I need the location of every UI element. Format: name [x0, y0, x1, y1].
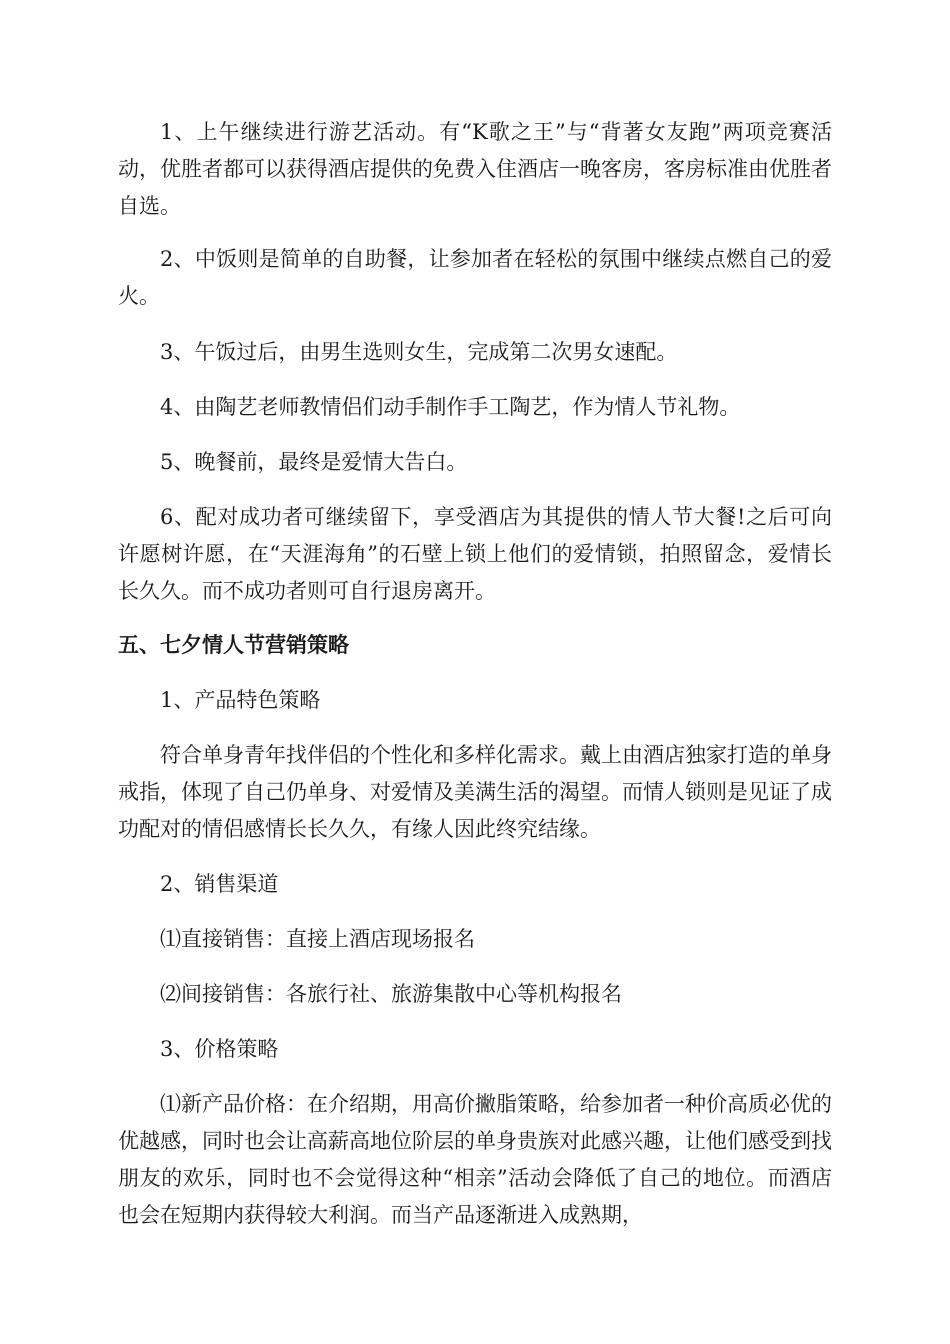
- price-strategy-title: 3、价格策略: [160, 1037, 279, 1061]
- activity-item-5: 5、晚餐前，最终是爱情大告白。: [160, 450, 468, 474]
- sales-channel-direct: ⑴直接销售：直接上酒店现场报名: [160, 927, 475, 951]
- activity-item-6: 6、配对成功者可继续留下，享受酒店为其提供的情人节大餐!之后可向许愿树许愿，在“天涯海角”的石壁上锁上他们的爱情锁，拍照留念，爱情长长久久。而不成功者则可自行退房离开。: [118, 505, 832, 603]
- activity-item-3: 3、午饭过后，由男生选则女生，完成第二次男女速配。: [160, 340, 678, 364]
- activity-item-4: 4、由陶艺老师教情侣们动手制作手工陶艺，作为情人节礼物。: [160, 395, 741, 419]
- activity-item-1: 1、上午继续进行游艺活动。有“K歌之王”与“背著女友跑”两项竞赛活动，优胜者都可以获得酒店提供的免费入住酒店一晚客房，客房标准由优胜者自选。: [118, 120, 832, 218]
- price-strategy-text: ⑴新产品价格：在介绍期，用高价撇脂策略，给参加者一种价高质必优的优越感，同时也会让高薪高地位阶层的单身贵族对此感兴趣，让他们感受到找朋友的欢乐，同时也不会觉得这种“相亲”活动会降低了自己的地位。而酒店也会在短期内获得较大利润。而当产品逐渐进入成熟期，: [118, 1092, 832, 1227]
- section-heading: 五、七夕情人节营销策略: [118, 633, 349, 657]
- activity-item-2: 2、中饭则是简单的自助餐，让参加者在轻松的氛围中继续点燃自己的爱火。: [118, 247, 832, 308]
- sales-channel-indirect: ⑵间接销售：各旅行社、旅游集散中心等机构报名: [160, 982, 622, 1006]
- product-strategy-text: 符合单身青年找伴侣的个性化和多样化需求。戴上由酒店独家打造的单身戒指，体现了自己仍单身、对爱情及美满生活的渴望。而情人锁则是见证了成功配对的情侣感情长长久久，有缘人因此终究结缘。: [118, 743, 832, 841]
- sales-channel-title: 2、销售渠道: [160, 872, 279, 896]
- product-strategy-title: 1、产品特色策略: [160, 688, 321, 712]
